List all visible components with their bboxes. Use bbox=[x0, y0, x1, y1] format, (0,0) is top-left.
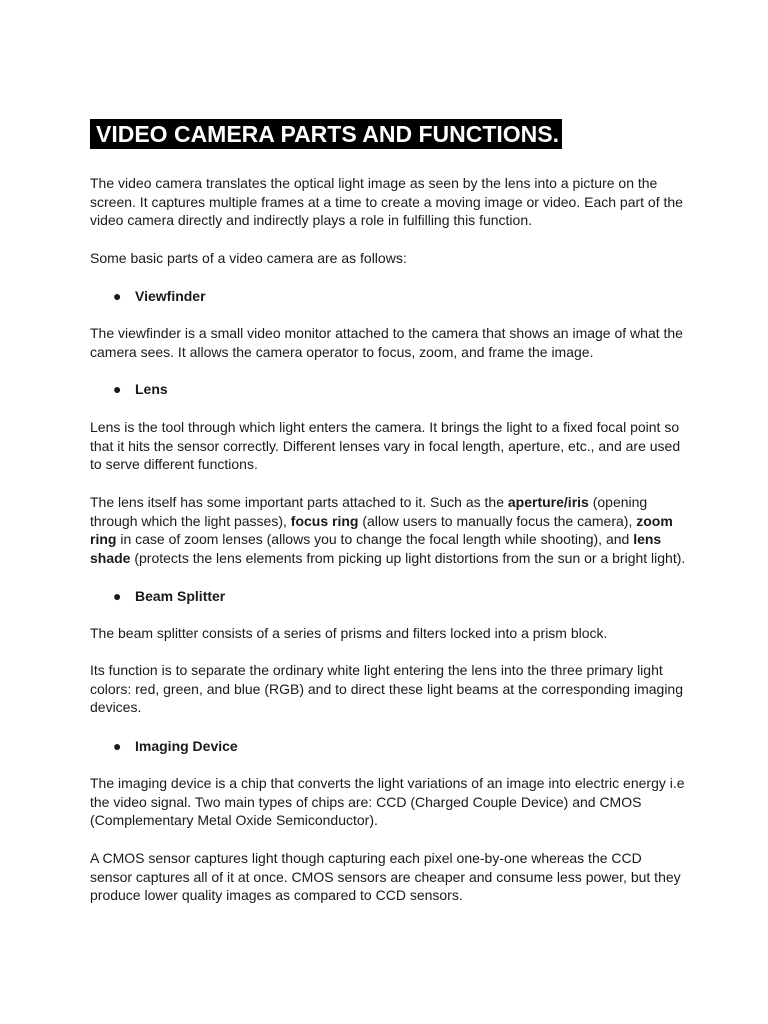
text-line: The beam splitter consists of a series of prisms and filters locked into a prism block. bbox=[90, 625, 608, 641]
text-line: (Complementary Metal Oxide Semiconductor). bbox=[90, 812, 378, 829]
text-run: through which the light passes), bbox=[90, 512, 291, 529]
term-ring: ring bbox=[90, 531, 117, 548]
list-item-label: Imaging Device bbox=[135, 738, 238, 754]
text-line: to serve different functions. bbox=[90, 456, 258, 473]
list-item-lens bbox=[113, 380, 168, 399]
text-line: The video camera translates the optical light image as seen by the lens into a picture on the bbox=[90, 175, 658, 191]
text-line: Lens is the tool through which light enters the camera. It brings the light to a fixed focal point so bbox=[90, 419, 680, 435]
term-shade: shade bbox=[90, 550, 131, 567]
text-line: sensor captures all of it at once. CMOS sensors are cheaper and consume less power, but they bbox=[90, 868, 681, 885]
bullet-icon: ● bbox=[113, 588, 122, 604]
text-run: The lens itself has some important parts attached to it. Such as the bbox=[90, 494, 508, 510]
text-line: colors: red, green, and blue (RGB) and to direct these light beams at the corresponding imaging bbox=[90, 680, 683, 697]
text-line: A CMOS sensor captures light though capturing each pixel one-by-one whereas the CCD bbox=[90, 850, 642, 866]
bullet-icon: ● bbox=[113, 288, 122, 304]
list-item-imaging-device bbox=[113, 737, 238, 756]
lens-paragraph-2 bbox=[90, 493, 690, 568]
text-run: (allow users to manually focus the camera), bbox=[358, 512, 637, 529]
beam-splitter-paragraph-2 bbox=[90, 661, 690, 717]
text-line: the video signal. Two main types of chips are: CCD (Charged Couple Device) and CMOS bbox=[90, 793, 642, 810]
text-line: Its function is to separate the ordinary white light entering the lens into the three primary light bbox=[90, 662, 663, 678]
text-line bbox=[90, 549, 690, 568]
bullet-icon: ● bbox=[113, 738, 122, 754]
list-item-label: Lens bbox=[135, 381, 168, 397]
text-run: in case of zoom lenses (allows you to change the focal length while shooting), and bbox=[116, 531, 634, 548]
list-item-viewfinder bbox=[113, 287, 206, 306]
text-line: camera sees. It allows the camera operator to focus, zoom, and frame the image. bbox=[90, 343, 594, 360]
text-run: (opening bbox=[588, 494, 648, 510]
text-line: screen. It captures multiple frames at a time to create a moving image or video. Each part of the bbox=[90, 193, 683, 210]
document-title: VIDEO CAMERA PARTS AND FUNCTIONS. bbox=[90, 119, 562, 149]
intro-paragraph bbox=[90, 174, 690, 230]
term-lens: lens bbox=[633, 531, 662, 548]
parts-intro-paragraph bbox=[90, 249, 690, 268]
text-line bbox=[90, 530, 690, 549]
text-line bbox=[90, 493, 690, 512]
list-item-label: Viewfinder bbox=[135, 288, 206, 304]
text-line: Some basic parts of a video camera are as follows: bbox=[90, 250, 407, 266]
text-line: devices. bbox=[90, 699, 142, 716]
term-zoom: zoom bbox=[636, 512, 673, 529]
list-item-beam-splitter bbox=[113, 587, 225, 606]
beam-splitter-paragraph-1 bbox=[90, 624, 690, 643]
text-line: that it hits the sensor correctly. Different lenses vary in focal length, aperture, etc., and are used bbox=[90, 437, 681, 454]
imaging-device-paragraph-1 bbox=[90, 774, 690, 830]
term-focus-ring: focus ring bbox=[290, 512, 359, 529]
text-run: (protects the lens elements from picking up light distortions from the sun or a bright light). bbox=[130, 550, 686, 567]
viewfinder-paragraph bbox=[90, 324, 690, 361]
text-line bbox=[90, 512, 690, 531]
text-line: The imaging device is a chip that converts the light variations of an image into electric energy i.e bbox=[90, 775, 685, 791]
bullet-icon: ● bbox=[113, 381, 122, 397]
imaging-device-paragraph-2 bbox=[90, 849, 690, 905]
term-aperture-iris: aperture/iris bbox=[507, 494, 589, 510]
text-line: The viewfinder is a small video monitor attached to the camera that shows an image of what the bbox=[90, 325, 683, 341]
list-item-label: Beam Splitter bbox=[135, 588, 226, 604]
text-line: produce lower quality images as compared to CCD sensors. bbox=[90, 887, 463, 904]
text-line: video camera directly and indirectly plays a role in fulfilling this function. bbox=[90, 212, 532, 229]
lens-paragraph-1 bbox=[90, 418, 690, 474]
